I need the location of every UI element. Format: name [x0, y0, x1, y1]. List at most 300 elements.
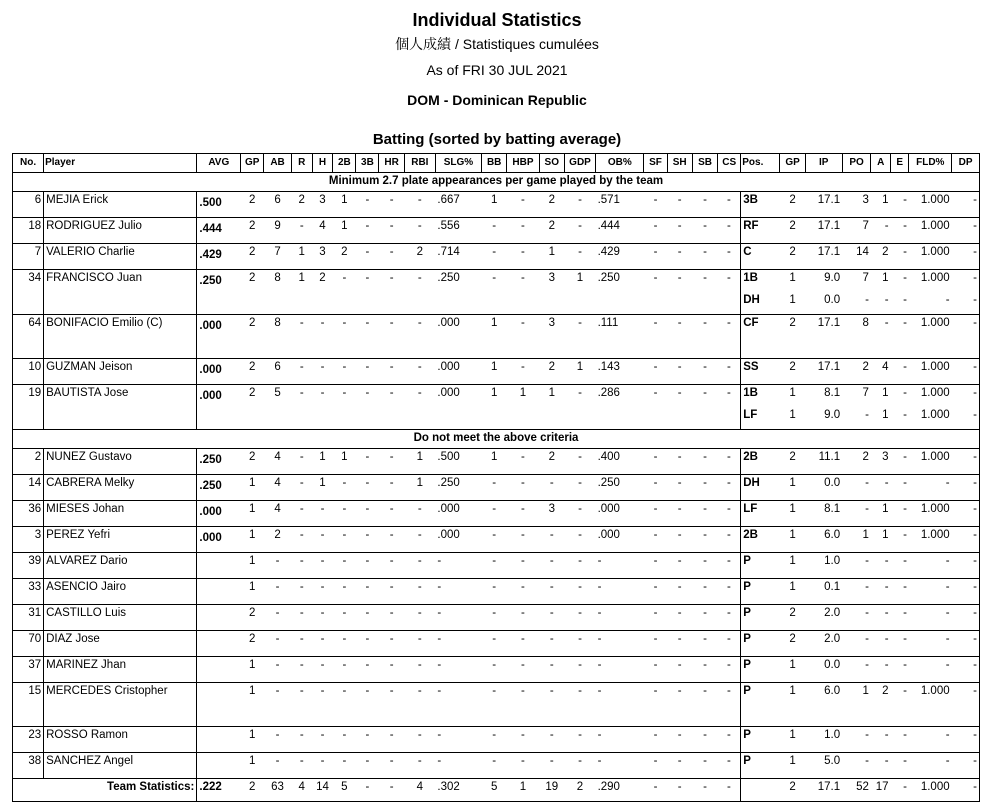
batting-cell: 1	[539, 385, 564, 430]
batting-cell: -	[404, 270, 435, 315]
batting-cell: -	[333, 605, 356, 631]
batting-cell: -	[482, 270, 507, 315]
batting-cell: -	[291, 605, 312, 631]
batting-cell: -	[596, 657, 644, 683]
player-name: ALVAREZ Dario	[44, 553, 197, 579]
fielding-cell: -	[842, 579, 871, 605]
batting-cell: -	[356, 753, 379, 779]
batting-cell: -	[667, 553, 692, 579]
batting-average	[197, 631, 241, 657]
position: 2B	[741, 449, 780, 475]
batting-cell: -	[482, 605, 507, 631]
batting-cell: 2	[241, 218, 264, 244]
batting-cell: 5	[264, 385, 292, 430]
fielding-cell: -	[952, 753, 980, 779]
fielding-cell: -	[952, 727, 980, 753]
fielding-cell: -	[952, 218, 980, 244]
fielding-cell: -	[952, 605, 980, 631]
batting-cell: -	[564, 315, 595, 359]
team-batting-cell: .302	[435, 779, 481, 802]
batting-cell: -	[333, 657, 356, 683]
team-batting-cell: -	[718, 779, 741, 802]
fielding-cell: -	[842, 631, 871, 657]
player-number: 14	[13, 475, 44, 501]
fielding-cell: -	[891, 657, 909, 683]
batting-cell: -	[644, 244, 667, 270]
batting-cell: -	[333, 683, 356, 727]
player-number: 10	[13, 359, 44, 385]
player-name: VALERIO Charlie	[44, 244, 197, 270]
batting-cell: -	[667, 501, 692, 527]
batting-cell: -	[718, 579, 741, 605]
fielding-cell: 1	[780, 753, 805, 779]
batting-cell: -	[564, 553, 595, 579]
column-header: R	[291, 154, 312, 173]
batting-cell: -	[356, 244, 379, 270]
fielding-cell: 9.0	[805, 270, 842, 293]
position: LF	[741, 501, 780, 527]
batting-cell: 2	[291, 192, 312, 218]
batting-cell: 3	[539, 315, 564, 359]
player-row	[13, 385, 980, 408]
batting-cell: -	[356, 727, 379, 753]
batting-cell: -	[333, 501, 356, 527]
batting-cell: -	[667, 579, 692, 605]
player-row	[13, 449, 980, 475]
batting-cell: .000	[596, 527, 644, 553]
player-row	[13, 605, 980, 631]
batting-cell: -	[312, 315, 333, 359]
fielding-cell: -	[871, 631, 891, 657]
fielding-cell: -	[871, 553, 891, 579]
position: 3B	[741, 192, 780, 218]
batting-cell: -	[404, 315, 435, 359]
batting-cell: 1	[507, 385, 539, 430]
batting-cell: 1	[312, 449, 333, 475]
fielding-cell: -	[891, 631, 909, 657]
batting-cell: -	[404, 359, 435, 385]
batting-cell: 2	[539, 218, 564, 244]
batting-cell: -	[564, 192, 595, 218]
batting-cell: -	[692, 475, 717, 501]
player-number: 19	[13, 385, 44, 430]
player-number: 18	[13, 218, 44, 244]
batting-cell: -	[482, 631, 507, 657]
batting-cell: -	[291, 475, 312, 501]
position: P	[741, 753, 780, 779]
table-header	[13, 154, 980, 173]
batting-cell: 1	[241, 727, 264, 753]
batting-cell: -	[356, 605, 379, 631]
batting-cell: -	[644, 527, 667, 553]
fielding-cell: -	[891, 270, 909, 293]
batting-cell: -	[404, 218, 435, 244]
fielding-cell: 3	[842, 192, 871, 218]
batting-cell: -	[379, 631, 404, 657]
batting-cell: 1	[241, 553, 264, 579]
batting-cell: 1	[333, 218, 356, 244]
fielding-cell: 8	[842, 315, 871, 359]
batting-cell: -	[564, 631, 595, 657]
player-number: 36	[13, 501, 44, 527]
batting-cell: -	[667, 218, 692, 244]
batting-cell: -	[539, 527, 564, 553]
fielding-cell: -	[952, 270, 980, 293]
fielding-cell: 1	[789, 409, 796, 421]
batting-cell: -	[667, 385, 692, 430]
column-header: GP	[780, 154, 805, 173]
fielding-cell: -	[952, 359, 980, 385]
batting-cell: .111	[596, 315, 644, 359]
column-header: Player	[44, 154, 197, 173]
batting-cell: -	[291, 579, 312, 605]
position: P	[741, 631, 780, 657]
batting-cell: -	[644, 553, 667, 579]
batting-cell: -	[379, 475, 404, 501]
batting-cell: 2	[241, 605, 264, 631]
team-fielding-cell: 17.1	[805, 779, 842, 802]
column-header: FLD%	[909, 154, 952, 173]
player-name: CASTILLO Luis	[44, 605, 197, 631]
batting-average	[197, 727, 241, 753]
batting-cell: -	[482, 727, 507, 753]
fielding-cell: 0.1	[805, 579, 842, 605]
fielding-cell: 17.1	[805, 218, 842, 244]
batting-cell: -	[596, 631, 644, 657]
batting-average: .250	[197, 475, 241, 501]
player-row	[13, 475, 980, 501]
batting-cell: -	[596, 605, 644, 631]
batting-cell: .250	[596, 475, 644, 501]
column-header: RBI	[404, 154, 435, 173]
column-header: SH	[667, 154, 692, 173]
batting-cell: -	[507, 527, 539, 553]
column-header: IP	[805, 154, 842, 173]
team-batting-cell: 4	[291, 779, 312, 802]
fielding-cell: 1	[882, 409, 889, 421]
position: RF	[741, 218, 780, 244]
batting-cell: 2	[241, 244, 264, 270]
batting-cell: .429	[596, 244, 644, 270]
fielding-cell: 6.0	[805, 683, 842, 727]
player-row	[13, 270, 980, 293]
batting-cell: -	[404, 753, 435, 779]
player-row	[13, 753, 980, 779]
batting-cell: -	[667, 244, 692, 270]
fielding-cell: -	[952, 315, 980, 359]
batting-cell: -	[404, 657, 435, 683]
fielding-cell: -	[952, 657, 980, 683]
fielding-cell: 11.1	[805, 449, 842, 475]
fielding-cell: -	[891, 753, 909, 779]
batting-cell: -	[404, 192, 435, 218]
player-name: ROSSO Ramon	[44, 727, 197, 753]
fielding-cell: -	[865, 294, 869, 306]
batting-cell: -	[564, 218, 595, 244]
position: P	[741, 605, 780, 631]
player-row	[13, 683, 980, 727]
column-header: Pos.	[741, 154, 780, 173]
batting-cell: -	[667, 683, 692, 727]
team-batting-cell: .222	[197, 779, 241, 802]
batting-cell: 1	[482, 385, 507, 430]
batting-cell: 4	[264, 475, 292, 501]
player-name: NUNEZ Gustavo	[44, 449, 197, 475]
fielding-cell: -	[952, 385, 980, 408]
position: DH	[741, 292, 780, 315]
fielding-cell: -	[871, 605, 891, 631]
batting-cell: 2	[333, 244, 356, 270]
batting-cell: -	[596, 753, 644, 779]
batting-cell: 3	[539, 270, 564, 315]
column-header: PO	[842, 154, 871, 173]
batting-cell: -	[435, 579, 481, 605]
batting-cell: -	[312, 579, 333, 605]
fielding-cell: 1.000	[909, 359, 952, 385]
batting-cell: -	[596, 579, 644, 605]
batting-cell: -	[404, 527, 435, 553]
fielding-cell: 7	[842, 218, 871, 244]
fielding-cell: -	[903, 294, 907, 306]
player-name: MEJIA Erick	[44, 192, 197, 218]
fielding-cell: 2.0	[805, 631, 842, 657]
batting-cell: -	[692, 683, 717, 727]
batting-cell: -	[404, 579, 435, 605]
non-qualified-group-header-label: Do not meet the above criteria	[13, 430, 980, 449]
batting-cell: -	[291, 683, 312, 727]
batting-cell: -	[482, 753, 507, 779]
batting-cell: -	[379, 244, 404, 270]
batting-cell: -	[507, 657, 539, 683]
fielding-cell: 1.000	[909, 501, 952, 527]
column-header: DP	[952, 154, 980, 173]
fielding-cell: -	[891, 385, 909, 408]
batting-cell: 1	[241, 527, 264, 553]
fielding-cell: 1	[780, 385, 805, 408]
batting-cell: -	[482, 475, 507, 501]
batting-cell: -	[718, 218, 741, 244]
batting-cell: 2	[312, 270, 333, 315]
fielding-cell: 2	[780, 449, 805, 475]
fielding-cell: 5.0	[805, 753, 842, 779]
team-batting-cell: -	[356, 779, 379, 802]
fielding-cell: -	[952, 553, 980, 579]
batting-cell: .250	[596, 270, 644, 315]
batting-cell: -	[564, 657, 595, 683]
batting-cell: -	[507, 753, 539, 779]
fielding-cell: 7	[842, 270, 871, 293]
player-number: 15	[13, 683, 44, 727]
fielding-cell: -	[842, 553, 871, 579]
batting-cell: .556	[435, 218, 481, 244]
fielding-cell: 3	[871, 449, 891, 475]
fielding-cell: -	[952, 501, 980, 527]
batting-average: .000	[197, 315, 241, 359]
column-header: E	[891, 154, 909, 173]
batting-cell: .444	[596, 218, 644, 244]
batting-average	[197, 579, 241, 605]
batting-cell: -	[644, 192, 667, 218]
fielding-cell: -	[891, 605, 909, 631]
column-header: 2B	[333, 154, 356, 173]
batting-cell: -	[667, 359, 692, 385]
batting-cell: -	[435, 727, 481, 753]
fielding-cell: 17.1	[805, 244, 842, 270]
batting-cell: 2	[539, 192, 564, 218]
player-number: 38	[13, 753, 44, 779]
batting-cell: -	[379, 315, 404, 359]
batting-stats-table	[12, 153, 980, 802]
batting-cell: 1	[539, 244, 564, 270]
batting-cell: -	[291, 385, 312, 430]
batting-cell: -	[667, 527, 692, 553]
batting-cell: -	[312, 631, 333, 657]
batting-cell: -	[564, 727, 595, 753]
fielding-cell: -	[884, 294, 889, 306]
fielding-cell: -	[891, 218, 909, 244]
column-header: SLG%	[435, 154, 481, 173]
column-header: H	[312, 154, 333, 173]
batting-cell: 6	[264, 192, 292, 218]
player-number: 7	[13, 244, 44, 270]
batting-cell: -	[644, 449, 667, 475]
player-number: 33	[13, 579, 44, 605]
batting-cell: -	[264, 727, 292, 753]
batting-cell: -	[644, 218, 667, 244]
fielding-cell: 1	[871, 270, 891, 293]
batting-cell: -	[482, 527, 507, 553]
fielding-cell: 1	[780, 553, 805, 579]
position: P	[741, 683, 780, 727]
batting-cell: .000	[435, 501, 481, 527]
batting-cell: 1	[404, 449, 435, 475]
fielding-cell: -	[871, 753, 891, 779]
fielding-cell: -	[909, 605, 952, 631]
fielding-cell: -	[952, 579, 980, 605]
batting-cell: -	[291, 218, 312, 244]
batting-cell: -	[356, 683, 379, 727]
position: P	[741, 727, 780, 753]
position: 2B	[741, 527, 780, 553]
batting-cell: -	[507, 475, 539, 501]
batting-cell: -	[435, 605, 481, 631]
qualified-group-header-label: Minimum 2.7 plate appearances per game played by the team	[13, 173, 980, 192]
batting-cell: .714	[435, 244, 481, 270]
batting-cell: -	[291, 315, 312, 359]
batting-cell: -	[264, 553, 292, 579]
page-title: Individual Statistics	[412, 10, 582, 30]
position: P	[741, 553, 780, 579]
batting-cell: -	[718, 359, 741, 385]
batting-cell: .500	[435, 449, 481, 475]
batting-cell: -	[507, 631, 539, 657]
fielding-cell: 2	[780, 359, 805, 385]
player-row	[13, 657, 980, 683]
batting-cell: -	[667, 192, 692, 218]
batting-cell: -	[291, 657, 312, 683]
player-row	[13, 527, 980, 553]
batting-cell: 8	[264, 270, 292, 315]
fielding-cell: -	[909, 753, 952, 779]
batting-cell: -	[564, 579, 595, 605]
fielding-cell: 0.0	[805, 475, 842, 501]
team-batting-cell: -	[644, 779, 667, 802]
batting-cell: -	[404, 727, 435, 753]
player-number: 34	[13, 270, 44, 315]
batting-cell: -	[264, 605, 292, 631]
player-number: 39	[13, 553, 44, 579]
batting-cell: -	[718, 501, 741, 527]
fielding-cell: 1	[780, 657, 805, 683]
batting-cell: -	[482, 553, 507, 579]
batting-cell: -	[404, 553, 435, 579]
batting-cell: 4	[312, 218, 333, 244]
batting-cell: -	[718, 605, 741, 631]
batting-cell: -	[692, 244, 717, 270]
column-header: SB	[692, 154, 717, 173]
player-row	[13, 579, 980, 605]
batting-cell: -	[718, 315, 741, 359]
batting-cell: -	[379, 192, 404, 218]
fielding-cell: 2	[842, 449, 871, 475]
team-name: DOM - Dominican Republic	[407, 92, 587, 108]
batting-cell: -	[482, 579, 507, 605]
batting-cell: -	[356, 553, 379, 579]
column-header: SF	[644, 154, 667, 173]
player-number: 23	[13, 727, 44, 753]
batting-cell: -	[312, 753, 333, 779]
fielding-cell: 8.1	[805, 385, 842, 408]
batting-cell: .000	[435, 385, 481, 430]
fielding-cell: -	[909, 727, 952, 753]
batting-average	[197, 753, 241, 779]
fielding-cell: 1	[842, 683, 871, 727]
fielding-cell: 2	[780, 244, 805, 270]
batting-cell: -	[379, 385, 404, 430]
batting-cell: -	[435, 631, 481, 657]
batting-cell: .000	[435, 315, 481, 359]
batting-cell: -	[333, 553, 356, 579]
batting-average: .250	[197, 449, 241, 475]
batting-cell: -	[667, 727, 692, 753]
batting-cell: -	[264, 753, 292, 779]
fielding-cell: 2	[780, 218, 805, 244]
batting-cell: -	[539, 727, 564, 753]
batting-cell: -	[667, 475, 692, 501]
team-batting-cell: 5	[482, 779, 507, 802]
batting-cell: -	[644, 579, 667, 605]
fielding-cell: 1	[871, 385, 891, 408]
batting-cell: -	[482, 501, 507, 527]
batting-average: .250	[197, 270, 241, 315]
batting-cell: -	[333, 579, 356, 605]
batting-cell: -	[264, 631, 292, 657]
batting-cell: -	[507, 359, 539, 385]
batting-cell: -	[644, 359, 667, 385]
batting-cell: -	[312, 727, 333, 753]
player-number: 31	[13, 605, 44, 631]
batting-cell: -	[564, 753, 595, 779]
batting-cell: -	[718, 727, 741, 753]
batting-cell: -	[718, 527, 741, 553]
fielding-cell: -	[871, 727, 891, 753]
fielding-cell: 2	[780, 631, 805, 657]
batting-cell: .400	[596, 449, 644, 475]
fielding-cell: 1	[780, 501, 805, 527]
batting-cell: -	[667, 657, 692, 683]
fielding-cell: 4	[871, 359, 891, 385]
batting-cell: 1	[482, 359, 507, 385]
